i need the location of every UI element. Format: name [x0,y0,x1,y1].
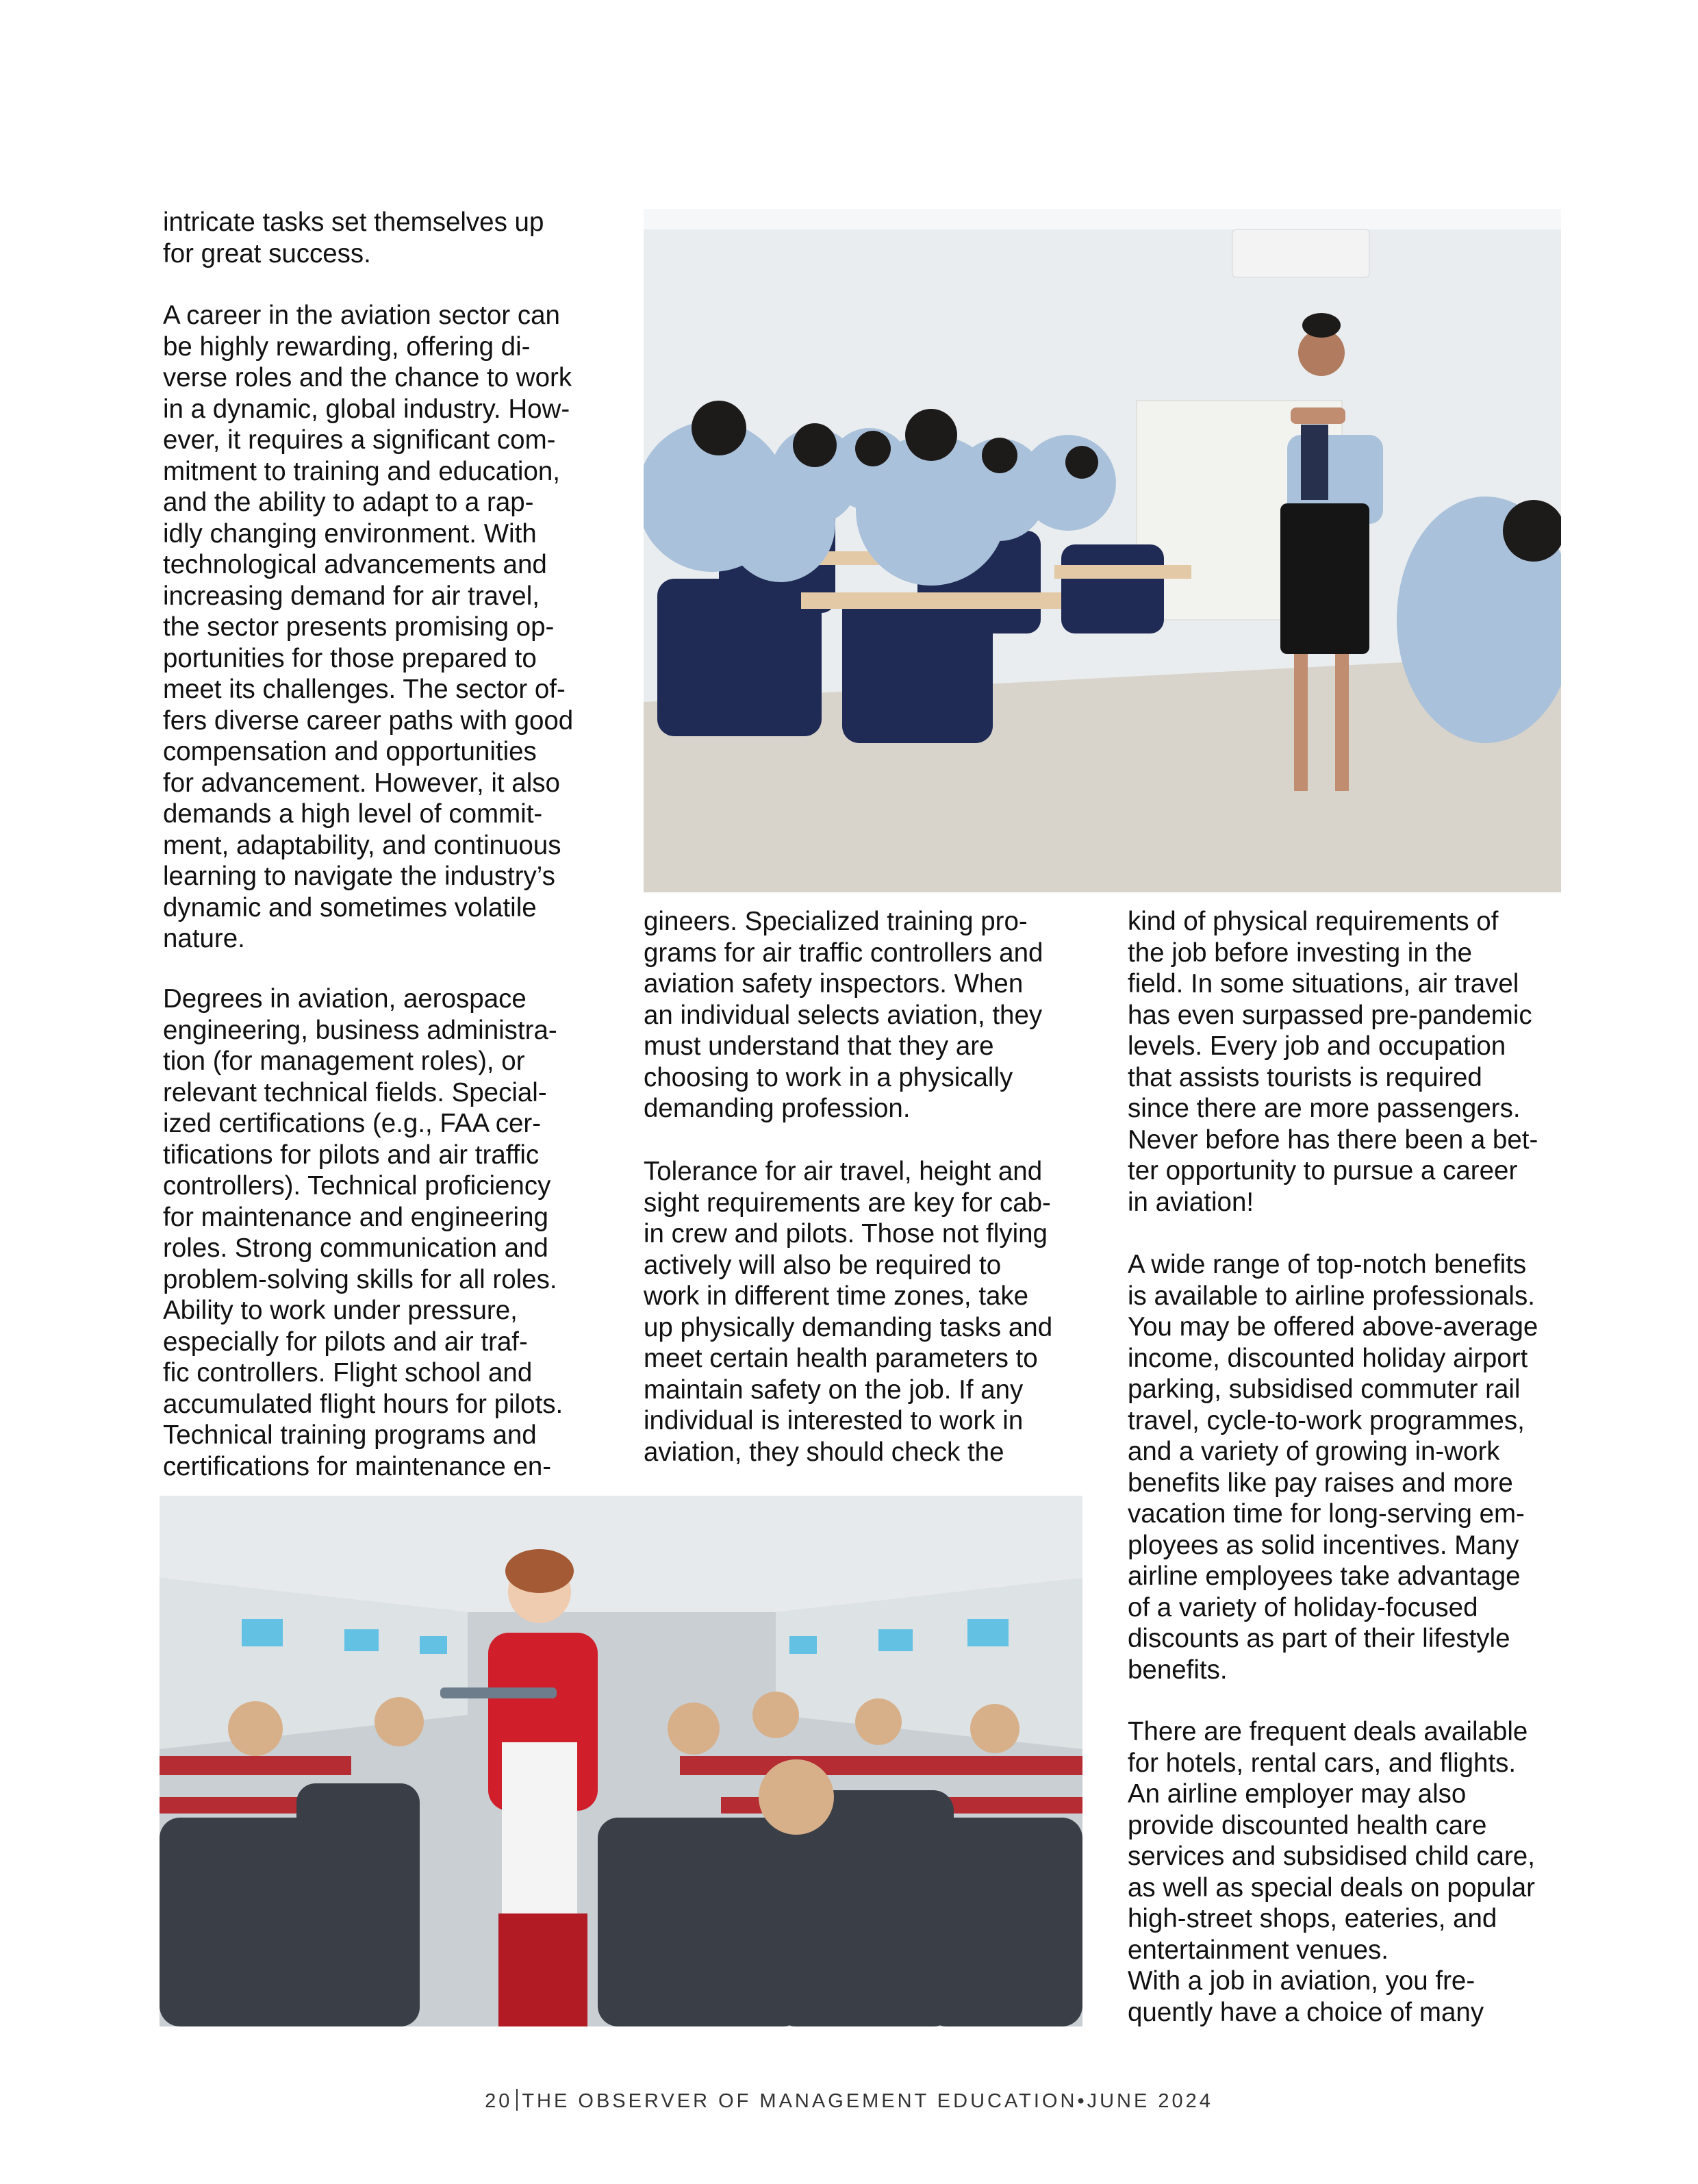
publication-name: THE OBSERVER OF MANAGEMENT EDUCATION [522,2090,1078,2112]
col3-paragraph-1: kind of physical requirements of the job before investing in the field. In some situations, air travel has even surpassed pre-pandemic levels. Every job and occupation that assists tourists is required since there are more passengers. Never before has there been a bet- ter opportunity to pursue a career in aviation! [1128,907,1538,1217]
footer-bullet: • [1077,2090,1087,2112]
col3-paragraph-2: A wide range of top-notch benefits is available to airline professionals. You may be offered above-average income, discounted holiday airport parking, subsidised commuter rail travel, cycle-to-work programmes, and a variety of growing in-work benefits like pay raises and more vacation time for long-serving em- ployees as solid incentives. Many airline employees take advantage of a variety of holiday-focused discounts as part of their lifestyle benefits. [1128,1250,1538,1685]
footer-divider [516,2089,518,2111]
col1-paragraph-1: intricate tasks set themselves up for great success. [163,208,544,268]
col2-paragraph-1: gineers. Specialized training pro- grams for air traffic controllers and aviation safety inspectors. When an individual selects aviation, they must understand that they are choosing to work in a physically demanding profession. [644,907,1043,1123]
classroom-training-photo [644,209,1561,892]
page-number: 20 [485,2090,513,2112]
col2-paragraph-2: Tolerance for air travel, height and sight requirements are key for cab- in crew and pilots. Those not flying actively will also be required to work in different time zones, take up physically demanding tasks and meet certain health parameters to maintain safety on the job. If any individual is interested to work in aviation, they should check the [644,1157,1053,1467]
col1-paragraph-3: Degrees in aviation, aerospace engineering, business administra- tion (for management roles), or relevant technical fields. Special- ized certifications (e.g., FAA cer- tifications for pilots and air traffic controllers). Technical proficiency for maintenance and engineering roles. Strong communication and problem-solving skills for all roles. Ability to work under pressure, especially for pilots and air traf- fic controllers. Flight school and accumulated flight hours for pilots. Technical training programs and certifications for maintenance en- [163,984,563,1481]
issue-date: JUNE 2024 [1087,2090,1213,2112]
page-footer [0,2089,1698,2113]
cabin-crew-photo [160,1496,1082,2026]
col1-paragraph-2: A career in the aviation sector can be highly rewarding, offering di- verse roles and the chance to work in a dynamic, global industry. How- ever, it requires a significant com- mitment to training and education, and the ability to adapt to a rap- idly changing environment. With technological advancements and increasing demand for air travel, the sector presents promising op- portunities for those prepared to meet its challenges. The sector of- fers diverse career paths with good compensation and opportunities for advancement. However, it also demands a high level of commit- ment, adaptability, and continuous learning to navigate the industry’s dynamic and sometimes volatile nature. [163,301,574,953]
col3-paragraph-3: There are frequent deals available for hotels, rental cars, and flights. An airline employer may also provide discounted health care services and subsidised child care, as well as special deals on popular high-street shops, eateries, and entertainment venues. With a job in aviation, you fre- quently have a choice of many [1128,1717,1535,2027]
